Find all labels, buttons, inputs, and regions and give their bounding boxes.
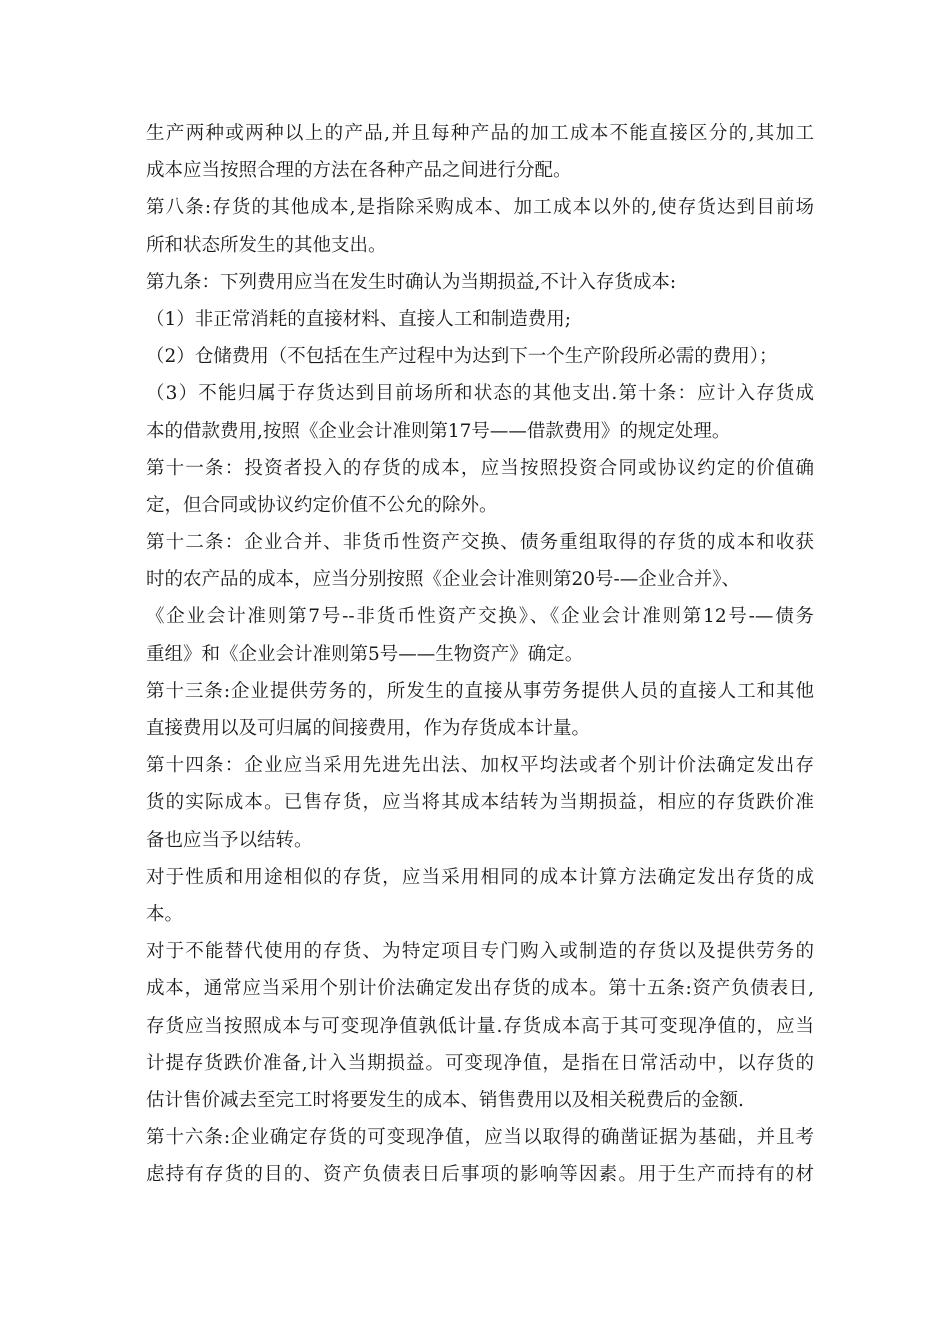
text-line: 第八条:存货的其他成本,是指除采购成本、加工成本以外的,使存货达到目前场	[146, 197, 814, 219]
text-line: （3）不能归属于存货达到目前场所和状态的其他支出.第十条：应计入存货成	[146, 383, 814, 405]
text-line: 所和状态所发生的其他支出。	[146, 234, 387, 256]
text-line: 计提存货跌价准备,计入当期损益。可变现净值，是指在日常活动中，以存货的	[146, 1052, 814, 1074]
text-line: 第九条：下列费用应当在发生时确认为当期损益,不计入存货成本:	[146, 271, 677, 293]
text-line: 时的农产品的成本，应当分别按照《企业会计准则第20号-—企业合并》、	[146, 569, 741, 591]
text-line: 备也应当予以结转。	[146, 829, 313, 851]
text-line: 对于性质和用途相似的存货，应当采用相同的成本计算方法确定发出存货的成	[146, 866, 814, 888]
text-line: 第十一条：投资者投入的存货的成本，应当按照投资合同或协议约定的价值确	[146, 457, 814, 479]
text-line: （1）非正常消耗的直接材料、直接人工和制造费用;	[146, 308, 572, 330]
text-line: 货的实际成本。已售存货，应当将其成本结转为当期损益，相应的存货跌价准	[146, 792, 814, 814]
text-line: 第十四条：企业应当采用先进先出法、加权平均法或者个别计价法确定发出存	[146, 755, 814, 777]
text-line: 重组》和《企业会计准则第5号——生物资产》确定。	[146, 643, 584, 665]
text-line: 成本应当按照合理的方法在各种产品之间进行分配。	[146, 160, 572, 182]
text-line: 对于不能替代使用的存货、为特定项目专门购入或制造的存货以及提供劳务的	[146, 941, 814, 963]
text-line: 生产两种或两种以上的产品,并且每种产品的加工成本不能直接区分的,其加工	[146, 123, 814, 144]
text-line: 《企业会计准则第7号--非货币性资产交换》、《企业会计准则第12号-—债务	[146, 606, 814, 628]
text-line: 本的借款费用,按照《企业会计准则第17号——借款费用》的规定处理。	[146, 420, 731, 442]
text-line: 直接费用以及可归属的间接费用，作为存货成本计量。	[146, 718, 591, 739]
text-line: 定，但合同或协议约定价值不公允的除外。	[146, 494, 498, 516]
text-line: （2）仓储费用（不包括在生产过程中为达到下一个生产阶段所必需的费用）；	[146, 346, 778, 368]
text-line: 第十二条：企业合并、非货币性资产交换、债务重组取得的存货的成本和收获	[146, 532, 814, 554]
text-line: 虑持有存货的目的、资产负债表日后事项的影响等因素。用于生产而持有的材	[146, 1164, 814, 1186]
text-line: 估计售价减去至完工时将要发生的成本、销售费用以及相关税费后的金额.	[146, 1089, 744, 1111]
text-line: 本。	[146, 903, 184, 925]
document-body	[146, 115, 814, 1193]
text-line: 成本，通常应当采用个别计价法确定发出存货的成本。第十五条:资产负债表日,	[146, 978, 814, 1000]
text-line: 第十三条:企业提供劳务的，所发生的直接从事劳务提供人员的直接人工和其他	[146, 680, 814, 702]
text-line: 存货应当按照成本与可变现净值孰低计量.存货成本高于其可变现净值的，应当	[146, 1015, 814, 1037]
text-line: 第十六条:企业确定存货的可变现净值，应当以取得的确凿证据为基础，并且考	[146, 1127, 814, 1149]
